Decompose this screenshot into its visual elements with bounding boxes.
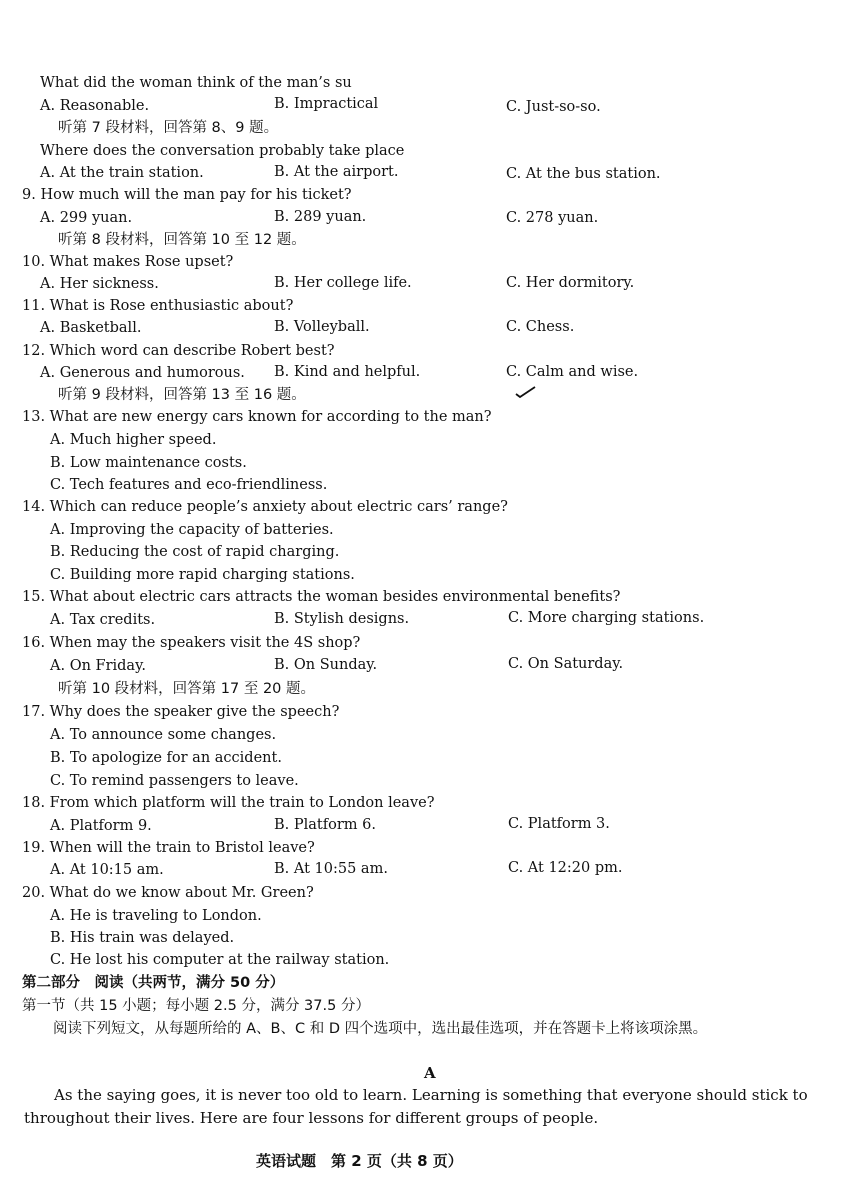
q14-stem: 14. Which can reduce people’s anxiety about electric cars’ range? [22,499,508,515]
q8-stem: Where does the conversation probably take place [40,143,405,159]
q7-option-a: A. Reasonable. [40,98,150,114]
q16-option-b: B. On Sunday. [274,657,378,673]
q9-option-a: A. 299 yuan. [40,210,133,226]
q14-option-c: C. Building more rapid charging stations. [50,567,355,583]
q20-stem: 20. What do we know about Mr. Green? [22,885,314,901]
passage-a-intro: As the saying goes, it is never too old to learn. Learning is something that everyone should stick to throughout their lives. Here are four lessons for different groups of people. [24,1086,808,1127]
q19-stem: 19. When will the train to Bristol leave? [22,840,315,856]
page-footer: 英语试题 第 2 页（共 8 页） [256,1152,463,1170]
q19-option-a: A. At 10:15 am. [50,862,164,878]
q8-option-a: A. At the train station. [40,165,204,181]
q12-option-a: A. Generous and humorous. [40,365,245,381]
q12-option-b: B. Kind and helpful. [274,364,421,380]
instruction-section-10: 听第 10 段材料，回答第 17 至 20 题。 [58,681,316,697]
q20-option-b: B. His train was delayed. [50,930,235,946]
q19-option-c: C. At 12:20 pm. [508,860,623,876]
instruction-section-7: 听第 7 段材料，回答第 8、9 题。 [58,120,279,136]
q11-option-a: A. Basketball. [40,320,142,336]
q10-stem: 10. What makes Rose upset? [22,254,234,270]
q11-option-b: B. Volleyball. [274,319,370,335]
part2-heading: 第二部分 阅读（共两节，满分 50 分） [22,975,285,991]
q14-option-a: A. Improving the capacity of batteries. [50,522,334,538]
q9-stem: 9. How much will the man pay for his ticket? [22,187,352,203]
q12-stem: 12. Which word can describe Robert best? [22,343,335,359]
q12-option-c: C. Calm and wise. [506,364,639,380]
reading-instruction: 阅读下列短文，从每题所给的 A、B、C 和 D 四个选项中，选出最佳选项，并在答题卡上将该项涂黑。 [53,1021,708,1037]
section1-heading: 第一节（共 15 小题；每小题 2.5 分，满分 37.5 分） [22,998,370,1014]
q16-stem: 16. When may the speakers visit the 4S shop? [22,635,361,651]
q7-stem: What did the woman think of the man’s su [40,75,352,91]
q13-stem: 13. What are new energy cars known for according to the man? [22,409,492,425]
q11-stem: 11. What is Rose enthusiastic about? [22,298,294,314]
q15-option-b: B. Stylish designs. [274,611,410,627]
q20-option-c: C. He lost his computer at the railway station. [50,952,390,968]
q9-option-b: B. 289 yuan. [274,209,367,225]
q10-option-b: B. Her college life. [274,275,412,291]
passage-label: A [424,1064,436,1082]
q13-option-a: A. Much higher speed. [50,432,217,448]
q17-option-a: A. To announce some changes. [50,727,277,743]
q7-option-c: C. Just-so-so. [506,99,601,115]
q15-stem: 15. What about electric cars attracts the woman besides environmental benefits? [22,589,621,605]
q9-option-c: C. 278 yuan. [506,210,599,226]
q18-option-a: A. Platform 9. [50,818,152,834]
q17-stem: 17. Why does the speaker give the speech? [22,704,340,720]
q8-option-b: B. At the airport. [274,164,399,180]
q18-stem: 18. From which platform will the train to London leave? [22,795,435,811]
q13-option-b: B. Low maintenance costs. [50,455,247,471]
instruction-section-8: 听第 8 段材料，回答第 10 至 12 题。 [58,232,306,248]
q15-option-a: A. Tax credits. [50,612,156,628]
q13-option-c: C. Tech features and eco-friendliness. [50,477,328,493]
q14-option-b: B. Reducing the cost of rapid charging. [50,544,340,560]
q15-option-c: C. More charging stations. [508,610,705,626]
q18-option-c: C. Platform 3. [508,816,610,832]
q8-option-c: C. At the bus station. [506,166,661,182]
instruction-section-9: 听第 9 段材料，回答第 13 至 16 题。 [58,387,306,403]
q16-option-a: A. On Friday. [50,658,146,674]
q11-option-c: C. Chess. [506,319,575,335]
q7-option-b: B. Impractical [274,96,379,112]
q17-option-b: B. To apologize for an accident. [50,750,282,766]
q10-option-a: A. Her sickness. [40,276,159,292]
q17-option-c: C. To remind passengers to leave. [50,773,299,789]
q18-option-b: B. Platform 6. [274,817,376,833]
q20-option-a: A. He is traveling to London. [50,908,262,924]
q10-option-c: C. Her dormitory. [506,275,635,291]
q16-option-c: C. On Saturday. [508,656,624,672]
q19-option-b: B. At 10:55 am. [274,861,388,877]
check-mark-icon [514,384,538,400]
